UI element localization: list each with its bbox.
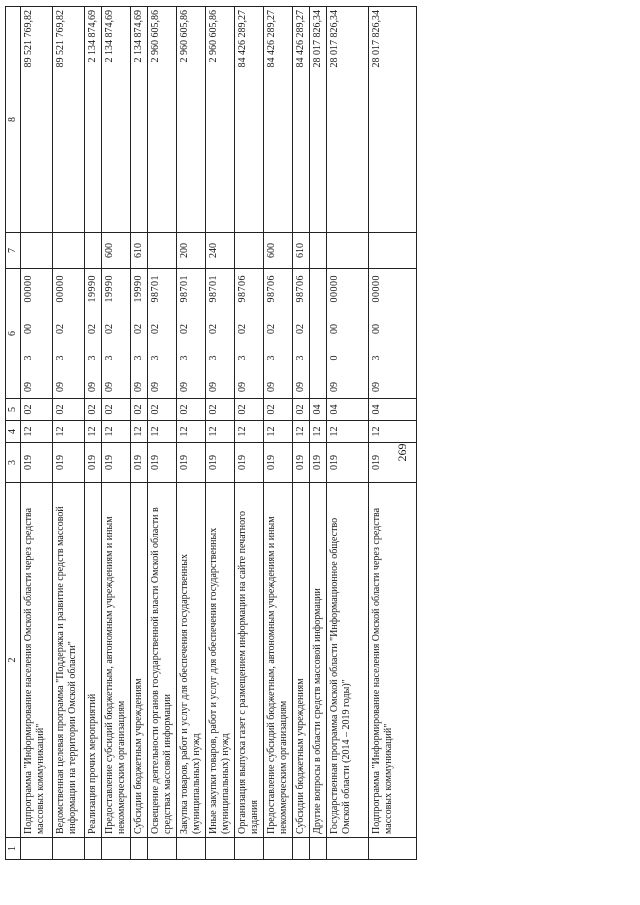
target-article-code	[329, 272, 341, 395]
cell-admin-code: 019	[206, 443, 235, 483]
table-row	[131, 7, 148, 860]
cell-admin-code: 019	[85, 443, 102, 483]
cell-subsection: 02	[293, 399, 310, 421]
cell-name: Организация выпуска газет с размещением информации на сайте печатного издания	[235, 483, 264, 838]
cell-empty	[85, 838, 102, 860]
code-part: 98706	[295, 275, 306, 303]
cell-admin-code: 019	[235, 443, 264, 483]
code-part: 3	[23, 355, 34, 361]
cell-admin-code: 019	[293, 443, 310, 483]
cell-subsection: 02	[131, 399, 148, 421]
cell-expense-type	[85, 233, 102, 269]
column-header: 7	[6, 233, 21, 269]
cell-amount: 2 134 874,69	[102, 7, 131, 233]
cell-section: 12	[131, 421, 148, 443]
table-row	[235, 7, 264, 860]
table-row	[327, 7, 369, 860]
code-part: 09	[371, 382, 382, 392]
target-article-code	[266, 272, 278, 395]
code-part: 3	[55, 355, 66, 361]
cell-amount: 89 521 769,82	[53, 7, 85, 233]
code-part: 09	[55, 382, 66, 392]
cell-subsection: 02	[102, 399, 131, 421]
cell-empty	[235, 838, 264, 860]
code-part: 3	[237, 355, 248, 361]
table-row	[21, 7, 53, 860]
code-part: 02	[266, 324, 277, 334]
code-part: 02	[179, 324, 190, 334]
cell-expense-type	[310, 233, 327, 269]
cell-expense-type	[21, 233, 53, 269]
cell-amount: 2 134 874,69	[85, 7, 102, 233]
code-part: 98706	[266, 275, 277, 303]
code-part: 09	[23, 382, 34, 392]
cell-subsection: 02	[85, 399, 102, 421]
cell-target-article	[148, 269, 177, 399]
table-row	[310, 7, 327, 860]
code-part: 09	[208, 382, 219, 392]
cell-empty	[148, 838, 177, 860]
cell-empty	[264, 838, 293, 860]
code-part: 0	[329, 355, 340, 361]
code-part: 09	[104, 382, 115, 392]
cell-empty	[206, 838, 235, 860]
cell-target-article	[310, 269, 327, 399]
target-article-code	[23, 272, 35, 395]
cell-admin-code: 019	[327, 443, 369, 483]
cell-amount: 2 960 605,86	[177, 7, 206, 233]
cell-section: 12	[21, 421, 53, 443]
cell-expense-type: 610	[131, 233, 148, 269]
cell-expense-type: 600	[102, 233, 131, 269]
cell-section: 12	[369, 421, 417, 443]
cell-section: 12	[148, 421, 177, 443]
code-part: 00000	[23, 275, 34, 303]
code-part: 00000	[371, 275, 382, 303]
target-article-code	[133, 272, 145, 395]
cell-expense-type	[53, 233, 85, 269]
code-part: 3	[295, 355, 306, 361]
cell-amount: 28 017 826,34	[369, 7, 417, 233]
cell-section: 12	[102, 421, 131, 443]
table-body	[21, 7, 417, 860]
cell-section: 12	[177, 421, 206, 443]
target-article-code	[104, 272, 116, 395]
target-article-code	[179, 272, 191, 395]
cell-name: Ведомственная целевая программа "Поддержка и развитие средств массовой информации на территории Омской области"	[53, 483, 85, 838]
cell-admin-code: 019	[102, 443, 131, 483]
code-part: 3	[87, 355, 98, 361]
code-part: 98701	[179, 275, 190, 303]
table-row	[53, 7, 85, 860]
cell-subsection: 02	[21, 399, 53, 421]
cell-section: 12	[327, 421, 369, 443]
code-part: 09	[329, 382, 340, 392]
cell-expense-type	[148, 233, 177, 269]
table-row	[264, 7, 293, 860]
cell-name: Предоставление субсидий бюджетным, автономным учреждениям и иным некоммерческим организациям	[264, 483, 293, 838]
cell-target-article	[177, 269, 206, 399]
code-part: 00	[329, 324, 340, 334]
cell-name: Освещение деятельности органов государственной власти Омской области в средствах массовой информации	[148, 483, 177, 838]
cell-amount: 28 017 826,34	[310, 7, 327, 233]
code-part: 19990	[133, 275, 144, 303]
cell-section: 12	[310, 421, 327, 443]
code-part: 19990	[104, 275, 115, 303]
code-part: 3	[133, 355, 144, 361]
cell-admin-code: 019	[53, 443, 85, 483]
header-row	[6, 7, 21, 860]
cell-amount: 28 017 826,34	[327, 7, 369, 233]
cell-name: Реализация прочих мероприятий	[85, 483, 102, 838]
column-header: 4	[6, 421, 21, 443]
cell-target-article	[53, 269, 85, 399]
cell-subsection: 04	[327, 399, 369, 421]
cell-empty	[21, 838, 53, 860]
code-part: 02	[295, 324, 306, 334]
cell-empty	[102, 838, 131, 860]
code-part: 02	[55, 324, 66, 334]
cell-amount: 89 521 769,82	[21, 7, 53, 233]
code-part: 00000	[329, 275, 340, 303]
code-part: 98701	[150, 275, 161, 303]
target-article-code	[371, 272, 383, 395]
table-row	[102, 7, 131, 860]
cell-target-article	[21, 269, 53, 399]
cell-target-article	[102, 269, 131, 399]
cell-subsection: 02	[148, 399, 177, 421]
target-article-code	[55, 272, 67, 395]
cell-admin-code: 019	[177, 443, 206, 483]
cell-expense-type	[235, 233, 264, 269]
target-article-code	[150, 272, 162, 395]
cell-section: 12	[206, 421, 235, 443]
cell-amount: 2 960 605,86	[148, 7, 177, 233]
cell-target-article	[206, 269, 235, 399]
cell-expense-type: 610	[293, 233, 310, 269]
cell-expense-type: 240	[206, 233, 235, 269]
code-part: 00	[23, 324, 34, 334]
cell-subsection: 02	[53, 399, 85, 421]
cell-empty	[310, 838, 327, 860]
code-part: 3	[150, 355, 161, 361]
code-part: 3	[179, 355, 190, 361]
cell-amount: 84 426 289,27	[235, 7, 264, 233]
cell-target-article	[85, 269, 102, 399]
code-part: 00000	[55, 275, 66, 303]
cell-subsection: 04	[369, 399, 417, 421]
cell-empty	[293, 838, 310, 860]
target-article-code	[87, 272, 99, 395]
column-header: 1	[6, 838, 21, 860]
code-part: 3	[266, 355, 277, 361]
cell-section: 12	[293, 421, 310, 443]
code-part: 98706	[237, 275, 248, 303]
cell-target-article	[235, 269, 264, 399]
cell-amount: 2 960 605,86	[206, 7, 235, 233]
code-part: 09	[150, 382, 161, 392]
column-header: 2	[6, 483, 21, 838]
cell-name: Подпрограмма "Информирование населения Омской области через средства массовых коммуникаций"	[21, 483, 53, 838]
cell-section: 12	[85, 421, 102, 443]
cell-amount: 84 426 289,27	[293, 7, 310, 233]
cell-name: Иные закупки товаров, работ и услуг для обеспечения государственных (муниципальных) нужд	[206, 483, 235, 838]
target-article-code	[295, 272, 307, 395]
cell-amount: 84 426 289,27	[264, 7, 293, 233]
cell-name: Предоставление субсидий бюджетным, автономным учреждениям и иным некоммерческим организациям	[102, 483, 131, 838]
cell-section: 12	[264, 421, 293, 443]
cell-subsection: 04	[310, 399, 327, 421]
code-part: 02	[150, 324, 161, 334]
cell-admin-code: 019	[21, 443, 53, 483]
code-part: 3	[208, 355, 219, 361]
code-part: 02	[133, 324, 144, 334]
cell-admin-code: 019	[131, 443, 148, 483]
code-part: 09	[133, 382, 144, 392]
table-row	[206, 7, 235, 860]
cell-admin-code: 019	[264, 443, 293, 483]
cell-subsection: 02	[206, 399, 235, 421]
column-header: 3	[6, 443, 21, 483]
cell-empty	[53, 838, 85, 860]
cell-name: Подпрограмма "Информирование населения Омской области через средства массовых коммуникаций"	[369, 483, 417, 838]
target-article-code	[208, 272, 220, 395]
cell-target-article	[264, 269, 293, 399]
target-article-code	[237, 272, 249, 395]
cell-expense-type	[327, 233, 369, 269]
table-row	[177, 7, 206, 860]
code-part: 09	[179, 382, 190, 392]
cell-target-article	[131, 269, 148, 399]
column-header: 6	[6, 269, 21, 399]
code-part: 02	[237, 324, 248, 334]
budget-table	[5, 6, 417, 860]
cell-admin-code: 019	[310, 443, 327, 483]
code-part: 02	[208, 324, 219, 334]
cell-target-article	[293, 269, 310, 399]
code-part: 3	[104, 355, 115, 361]
table-row	[85, 7, 102, 860]
code-part: 09	[237, 382, 248, 392]
cell-subsection: 02	[177, 399, 206, 421]
cell-empty	[327, 838, 369, 860]
code-part: 02	[104, 324, 115, 334]
column-header: 8	[6, 7, 21, 233]
code-part: 98701	[208, 275, 219, 303]
cell-name: Субсидии бюджетным учреждениям	[293, 483, 310, 838]
cell-empty	[131, 838, 148, 860]
code-part: 09	[295, 382, 306, 392]
code-part: 00	[371, 324, 382, 334]
page-number: 269	[395, 443, 409, 462]
cell-name: Государственная программа Омской области "Информационное общество Омской области (2014 – 2019 годы)"	[327, 483, 369, 838]
cell-admin-code: 019	[369, 443, 417, 483]
cell-subsection: 02	[264, 399, 293, 421]
cell-amount: 2 134 874,69	[131, 7, 148, 233]
cell-expense-type: 200	[177, 233, 206, 269]
column-header: 5	[6, 399, 21, 421]
table-row	[148, 7, 177, 860]
code-part: 09	[266, 382, 277, 392]
cell-target-article	[327, 269, 369, 399]
cell-name: Субсидии бюджетным учреждениям	[131, 483, 148, 838]
cell-expense-type: 600	[264, 233, 293, 269]
code-part: 02	[87, 324, 98, 334]
table-row	[293, 7, 310, 860]
cell-admin-code: 019	[148, 443, 177, 483]
code-part: 19990	[87, 275, 98, 303]
cell-subsection: 02	[235, 399, 264, 421]
cell-section: 12	[53, 421, 85, 443]
code-part: 3	[371, 355, 382, 361]
cell-section: 12	[235, 421, 264, 443]
cell-empty	[177, 838, 206, 860]
cell-name: Закупка товаров, работ и услуг для обеспечения государственных (муниципальных) нужд	[177, 483, 206, 838]
cell-name: Другие вопросы в области средств массовой информации	[310, 483, 327, 838]
code-part: 09	[87, 382, 98, 392]
